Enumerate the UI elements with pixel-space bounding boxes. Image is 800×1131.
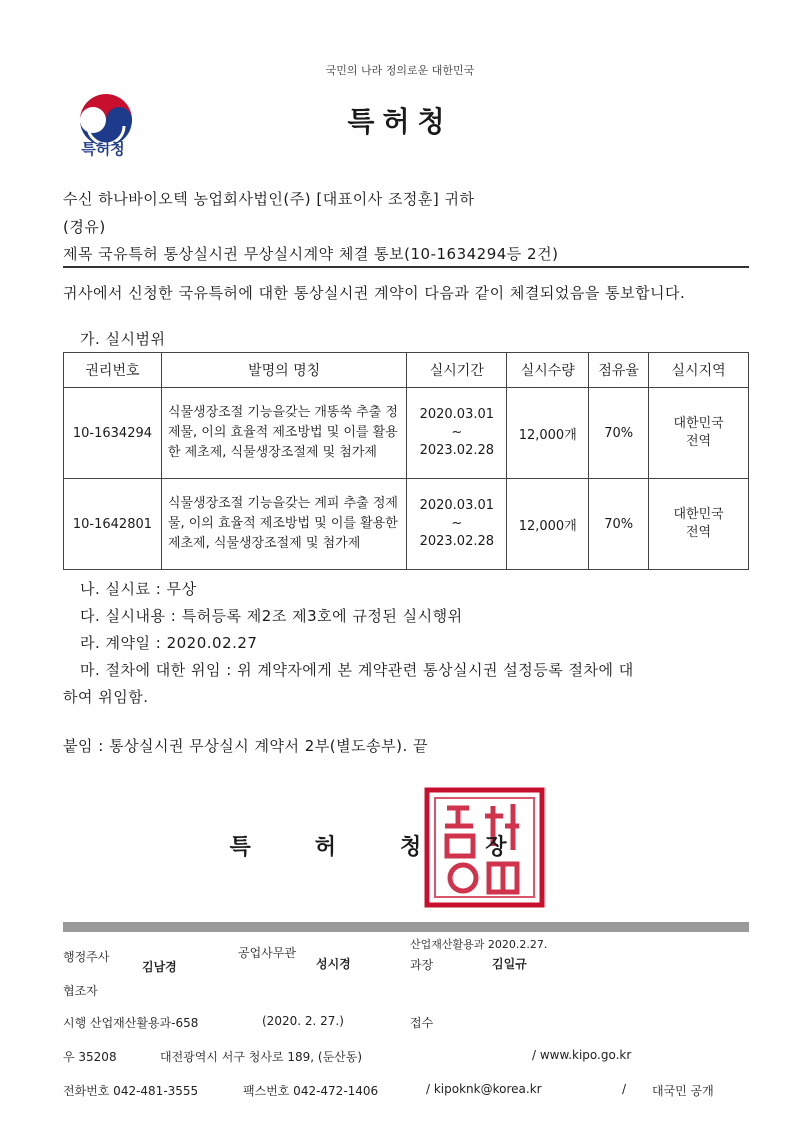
reviewer-signature: 성시경 (316, 957, 351, 971)
slogan: 국민의 나라 정의로운 대한민국 (325, 64, 475, 77)
period-tilde: ~ (451, 425, 463, 440)
website: / www.kipo.go.kr (532, 1048, 632, 1062)
attachment-line: 붙임 : 통상실시권 무상실시 계약서 2부(별도송부). 끝 (63, 737, 428, 755)
region-line-2: 전역 (686, 525, 712, 540)
license-quantity: 12,000개 (507, 479, 589, 570)
patent-number: 10-1642801 (64, 479, 162, 570)
invention-name: 식물생장조절 기능을갖는 계피 추출 정제물, 이의 효율적 제조방법 및 이를 활용한제초제, 식물생장조절제 및 첨가제 (161, 479, 406, 570)
fee-item: 나. 실시료 : 무상 (80, 580, 197, 598)
market-share: 70% (589, 479, 649, 570)
receipt-label: 접수 (410, 1016, 434, 1030)
period-tilde: ~ (451, 516, 463, 531)
content-item: 다. 실시내용 : 특허등록 제2조 제3호에 규정된 실시행위 (80, 607, 463, 625)
region-line-1: 대한민국 (673, 507, 724, 522)
table-row (64, 479, 749, 570)
license-period (407, 479, 507, 570)
table-header-row (64, 353, 749, 388)
table-row (64, 388, 749, 479)
enforcement-number: 시행 산업재산활용과-658 (63, 1016, 199, 1030)
column-header: 실시지역 (649, 353, 749, 388)
email: / kipoknk@korea.kr (426, 1082, 542, 1096)
phone: 전화번호 042-481-3555 (63, 1084, 199, 1098)
agency-title: 특허청 (347, 105, 453, 138)
license-quantity: 12,000개 (507, 388, 589, 479)
drafter-label: 행정주사 (63, 950, 110, 964)
recipient-line: 수신 하나바이오텍 농업회사법인(주) [대표이사 조정훈] 귀하 (63, 190, 475, 208)
body-text: 귀사에서 신청한 국유특허에 대한 통상실시권 계약이 다음과 같이 체결되었음을 통보합니다. (63, 284, 686, 302)
column-header: 발명의 명칭 (161, 353, 406, 388)
header-rule (63, 266, 749, 268)
issuer-title: 특허청장 (229, 835, 571, 860)
reviewer-label: 공업사무관 (238, 946, 296, 960)
period-start: 2020.03.01 (419, 498, 495, 513)
delegation-item-line2: 하여 위임함. (63, 688, 149, 706)
contract-date-item: 라. 계약일 : 2020.02.27 (80, 634, 258, 652)
delegation-item-line1: 마. 절차에 대한 위임 : 위 계약자에게 본 계약관련 통상실시권 설정등록 절차에 대 (80, 661, 634, 679)
market-share: 70% (589, 388, 649, 479)
enforcement-date: (2020. 2. 27.) (262, 1014, 344, 1028)
column-header: 점유율 (589, 353, 649, 388)
license-region (649, 388, 749, 479)
column-header: 권리번호 (64, 353, 162, 388)
postal-code: 우 35208 (63, 1050, 117, 1064)
drafter-signature: 김남경 (142, 960, 177, 974)
fax: 팩스번호 042-472-1406 (243, 1084, 379, 1098)
license-period (407, 388, 507, 479)
logo-text: 특허청 (81, 140, 125, 158)
region-line-1: 대한민국 (673, 416, 724, 431)
column-header: 실시수량 (507, 353, 589, 388)
license-region (649, 479, 749, 570)
scope-heading: 가. 실시범위 (80, 330, 166, 348)
region-line-2: 전역 (686, 434, 712, 449)
via-line: (경유) (63, 218, 106, 236)
period-end: 2023.02.28 (419, 534, 495, 549)
address: 대전광역시 서구 청사로 189, (둔산동) (160, 1050, 363, 1064)
license-scope-table (63, 352, 749, 570)
disclosure-status: 대국민 공개 (652, 1084, 714, 1098)
invention-name: 식물생장조절 기능을갖는 개똥쑥 추출 정제물, 이의 효율적 제조방법 및 이를 활용한 제초제, 식물생장조절제 및 첨가제 (161, 388, 406, 479)
period-start: 2020.03.01 (419, 407, 495, 422)
column-header: 실시기간 (407, 353, 507, 388)
period-end: 2023.02.28 (419, 443, 495, 458)
approval-note: 산업재산활용과 2020.2.27. (410, 938, 548, 951)
cooperator-label: 협조자 (63, 984, 98, 998)
subject-line: 제목 국유특허 통상실시권 무상실시계약 체결 통보(10-1634294등 2건) (63, 245, 559, 263)
patent-number: 10-1634294 (64, 388, 162, 479)
footer-band (63, 922, 749, 932)
footer-separator: / (622, 1082, 627, 1096)
chief-label: 과장 (410, 958, 434, 972)
chief-signature: 김일규 (492, 957, 527, 971)
